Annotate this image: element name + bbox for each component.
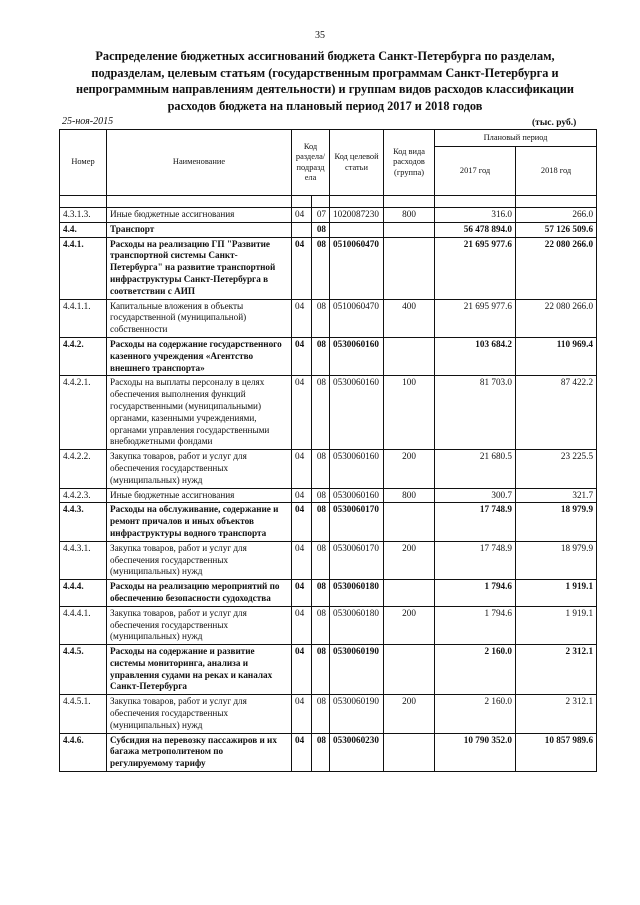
cell-section: 04: [292, 503, 312, 541]
table-row: [60, 580, 597, 607]
cell-target-code: [330, 222, 384, 237]
cell-2017: 81 703.0: [435, 376, 516, 450]
cell-name: Закупка товаров, работ и услуг для обеспечения государственных (муниципальных) нужд: [107, 541, 292, 579]
cell-target-code: 0530060180: [330, 606, 384, 644]
cell-name: Закупка товаров, работ и услуг для обеспечения государственных (муниципальных) нужд: [107, 606, 292, 644]
cell-number: 4.4.2.3.: [60, 488, 107, 503]
cell-name: Иные бюджетные ассигнования: [107, 208, 292, 223]
cell-2018: 23 225.5: [516, 450, 597, 488]
document-title: Распределение бюджетных ассигнований бюджета Санкт-Петербурга по разделам, подразделам, целевым статьям (государственным программам Санкт-Петербурга и непрограммным направлениям деятельности) и группам видов расходов классификации расходов бюджета на плановый период 2017 и 2018 годов: [76, 49, 574, 113]
header-target-code: Код целевой статьи: [330, 130, 384, 196]
cell-number: 4.4.4.1.: [60, 606, 107, 644]
cell-2017: 2 160.0: [435, 695, 516, 733]
cell-2017: 17 748.9: [435, 503, 516, 541]
table-row: [60, 299, 597, 337]
header-name: Наименование: [107, 130, 292, 196]
cell-subsection: 08: [312, 237, 330, 299]
cell-2018: 1 919.1: [516, 606, 597, 644]
cell-2018: 110 969.4: [516, 337, 597, 375]
cell-name: Расходы на реализацию ГП "Развитие транспортной системы Санкт-Петербурга" на развитие транспортной инфраструктуры Санкт-Петербурга в соответствии с АИП: [107, 237, 292, 299]
cell-2018: 22 080 266.0: [516, 299, 597, 337]
document-date: 25-ноя-2015: [62, 116, 114, 127]
cell-2017: 21 695 977.6: [435, 299, 516, 337]
header-section-code: Код раздела/ подразд ела: [292, 130, 330, 196]
cell-section: 04: [292, 645, 312, 695]
cell-2017: 10 790 352.0: [435, 733, 516, 771]
cell-expense-type: 200: [384, 541, 435, 579]
cell-section: 04: [292, 488, 312, 503]
cell-2017: 56 478 894.0: [435, 222, 516, 237]
cell-section: 04: [292, 299, 312, 337]
cell-subsection: 08: [312, 450, 330, 488]
cell-name: Расходы на обслуживание, содержание и ремонт причалов и иных объектов инфраструктуры водного транспорта: [107, 503, 292, 541]
cell-section: 04: [292, 541, 312, 579]
header-year-2018: 2018 год: [516, 147, 597, 196]
cell-subsection: 08: [312, 222, 330, 237]
cell-2017: 2 160.0: [435, 645, 516, 695]
cell-2018: 266.0: [516, 208, 597, 223]
cell-number: 4.4.1.1.: [60, 299, 107, 337]
cell-target-code: 0530060160: [330, 488, 384, 503]
units-label: (тыс. руб.): [532, 118, 577, 128]
cell-expense-type: 800: [384, 208, 435, 223]
cell-number: 4.4.2.1.: [60, 376, 107, 450]
cell-2017: 1 794.6: [435, 580, 516, 607]
cell-target-code: 0530060190: [330, 695, 384, 733]
cell-expense-type: 400: [384, 299, 435, 337]
cell-expense-type: [384, 222, 435, 237]
cell-subsection: 08: [312, 645, 330, 695]
cell-2018: 2 312.1: [516, 695, 597, 733]
cell-2017: 103 684.2: [435, 337, 516, 375]
cell-2018: 1 919.1: [516, 580, 597, 607]
budget-table: [59, 129, 597, 772]
cell-expense-type: 200: [384, 450, 435, 488]
cell-target-code: 0530060160: [330, 376, 384, 450]
cell-expense-type: [384, 645, 435, 695]
cell-target-code: 0510060470: [330, 299, 384, 337]
cell-target-code: 0530060230: [330, 733, 384, 771]
header-number: Номер: [60, 130, 107, 196]
table-row: [60, 503, 597, 541]
cell-number: 4.4.1.: [60, 237, 107, 299]
table-row: [60, 606, 597, 644]
cell-2017: 1 794.6: [435, 606, 516, 644]
cell-subsection: 08: [312, 606, 330, 644]
cell-number: 4.4.4.: [60, 580, 107, 607]
cell-number: 4.4.5.: [60, 645, 107, 695]
cell-subsection: 08: [312, 695, 330, 733]
header-expense-type-code: Код вида расходов (группа): [384, 130, 435, 196]
table-row: [60, 488, 597, 503]
cell-name: Иные бюджетные ассигнования: [107, 488, 292, 503]
cell-number: 4.3.1.3.: [60, 208, 107, 223]
cell-number: 4.4.: [60, 222, 107, 237]
cell-number: 4.4.3.1.: [60, 541, 107, 579]
cell-target-code: 0530060170: [330, 541, 384, 579]
cell-subsection: 08: [312, 733, 330, 771]
cell-expense-type: 800: [384, 488, 435, 503]
cell-section: 04: [292, 237, 312, 299]
cell-name: Субсидия на перевозку пассажиров и их багажа метрополитеном по регулируемому тарифу: [107, 733, 292, 771]
cell-number: 4.4.5.1.: [60, 695, 107, 733]
cell-target-code: 1020087230: [330, 208, 384, 223]
cell-expense-type: 100: [384, 376, 435, 450]
cell-name: Расходы на выплаты персоналу в целях обеспечения выполнения функций государственными (муниципальными) органами, казенными учреждениями, органами управления государственными внебюджетными фондами: [107, 376, 292, 450]
cell-number: 4.4.6.: [60, 733, 107, 771]
cell-2018: 10 857 989.6: [516, 733, 597, 771]
cell-expense-type: [384, 503, 435, 541]
cell-expense-type: [384, 733, 435, 771]
table-row: [60, 450, 597, 488]
cell-2017: 300.7: [435, 488, 516, 503]
cell-expense-type: 200: [384, 606, 435, 644]
cell-name: Транспорт: [107, 222, 292, 237]
cell-2018: 18 979.9: [516, 541, 597, 579]
cell-subsection: 08: [312, 337, 330, 375]
cell-section: 04: [292, 376, 312, 450]
cell-2018: 18 979.9: [516, 503, 597, 541]
table-row: [60, 645, 597, 695]
cell-subsection: 08: [312, 299, 330, 337]
cell-target-code: 0530060180: [330, 580, 384, 607]
cell-2017: 21 680.5: [435, 450, 516, 488]
page-number: 35: [315, 30, 325, 41]
cell-2017: 316.0: [435, 208, 516, 223]
cell-section: 04: [292, 733, 312, 771]
table-row: [60, 222, 597, 237]
table-row: [60, 376, 597, 450]
cell-section: 04: [292, 208, 312, 223]
cell-section: [292, 222, 312, 237]
cell-subsection: 08: [312, 580, 330, 607]
header-year-2017: 2017 год: [435, 147, 516, 196]
table-row: [60, 337, 597, 375]
cell-section: 04: [292, 450, 312, 488]
cell-name: Расходы на содержание и развитие системы мониторинга, анализа и управления судами на реках и каналах Санкт-Петербурга: [107, 645, 292, 695]
cell-2018: 321.7: [516, 488, 597, 503]
cell-name: Закупка товаров, работ и услуг для обеспечения государственных (муниципальных) нужд: [107, 450, 292, 488]
cell-name: Закупка товаров, работ и услуг для обеспечения государственных (муниципальных) нужд: [107, 695, 292, 733]
cell-target-code: 0530060190: [330, 645, 384, 695]
cell-expense-type: [384, 337, 435, 375]
cell-target-code: 0530060160: [330, 450, 384, 488]
cell-2018: 2 312.1: [516, 645, 597, 695]
cell-subsection: 07: [312, 208, 330, 223]
header-planned-period: Плановый период: [435, 130, 597, 147]
cell-2017: 21 695 977.6: [435, 237, 516, 299]
cell-name: Расходы на содержание государственного казенного учреждения «Агентство внешнего транспорта»: [107, 337, 292, 375]
cell-2017: 17 748.9: [435, 541, 516, 579]
cell-section: 04: [292, 337, 312, 375]
cell-number: 4.4.2.2.: [60, 450, 107, 488]
cell-subsection: 08: [312, 488, 330, 503]
cell-2018: 87 422.2: [516, 376, 597, 450]
table-row: [60, 695, 597, 733]
table-row: [60, 237, 597, 299]
cell-number: 4.4.3.: [60, 503, 107, 541]
cell-subsection: 08: [312, 503, 330, 541]
table-row: [60, 733, 597, 771]
cell-2018: 22 080 266.0: [516, 237, 597, 299]
cell-subsection: 08: [312, 541, 330, 579]
cell-section: 04: [292, 606, 312, 644]
cell-expense-type: 200: [384, 695, 435, 733]
cell-name: Капитальные вложения в объекты государственной (муниципальной) собственности: [107, 299, 292, 337]
cell-target-code: 0530060170: [330, 503, 384, 541]
header-row: [60, 130, 597, 147]
table-row: [60, 541, 597, 579]
cell-name: Расходы на реализацию мероприятий по обеспечению безопасности судоходства: [107, 580, 292, 607]
cell-subsection: 08: [312, 376, 330, 450]
cell-section: 04: [292, 580, 312, 607]
cell-expense-type: [384, 237, 435, 299]
cell-number: 4.4.2.: [60, 337, 107, 375]
cell-2018: 57 126 509.6: [516, 222, 597, 237]
cell-section: 04: [292, 695, 312, 733]
cell-target-code: 0510060470: [330, 237, 384, 299]
cell-expense-type: [384, 580, 435, 607]
cell-target-code: 0530060160: [330, 337, 384, 375]
spacer-row: [60, 196, 597, 208]
table-row: [60, 208, 597, 223]
